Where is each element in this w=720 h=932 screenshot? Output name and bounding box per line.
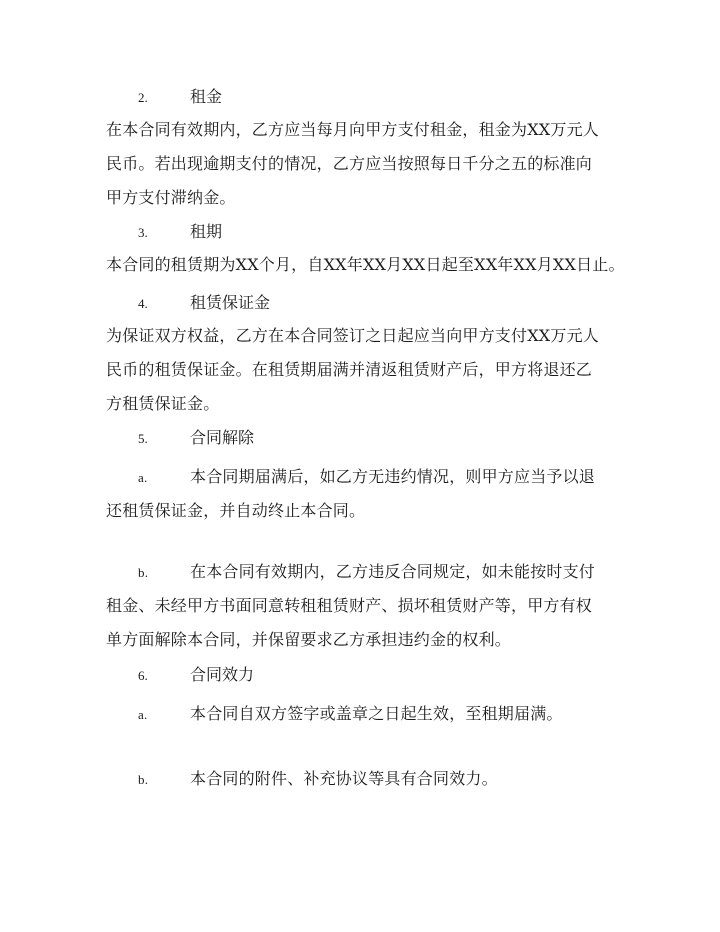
text-line: 民币的租赁保证金。在租赁期届满并清返租赁财产后，甲方将退还乙	[106, 360, 593, 379]
text-line: 方租赁保证金。	[106, 394, 220, 413]
paragraph-rent	[106, 113, 616, 215]
section-title: 租赁保证金	[190, 293, 271, 312]
text-line: 甲方支付滞纳金。	[106, 188, 236, 207]
text-line: 在本合同有效期内，乙方应当每月向甲方支付租金，租金为XX万元人	[106, 120, 599, 139]
clause-marker: a.	[138, 707, 148, 722]
paragraph-deposit	[106, 319, 616, 421]
text-line: 还租赁保证金，并自动终止本合同。	[106, 501, 366, 520]
section-heading-rent	[106, 84, 222, 110]
section-title: 合同效力	[190, 665, 255, 684]
section-number: 6.	[138, 668, 148, 683]
text-line: 租金、未经甲方书面同意转租租赁财产、损坏租赁财产等，甲方有权	[106, 596, 593, 615]
text-line: 单方面解除本合同，并保留要求乙方承担违约金的权利。	[106, 630, 512, 649]
section-title: 租期	[190, 222, 223, 241]
section-title: 租金	[190, 87, 223, 106]
text-line: 本合同的租赁期为XX个月，自XX年XX月XX日起至XX年XX月XX日止。	[106, 255, 625, 274]
section-title: 合同解除	[190, 428, 255, 447]
clause-5b	[106, 555, 616, 657]
section-number: 5.	[138, 431, 148, 446]
section-heading-deposit	[106, 290, 270, 316]
text-line: 民币。若出现逾期支付的情况，乙方应当按照每日千分之五的标准向	[106, 154, 593, 173]
clause-5a	[106, 460, 616, 528]
text-line: 在本合同有效期内，乙方违反合同规定，如未能按时支付	[190, 562, 596, 581]
section-number: 3.	[138, 225, 148, 240]
section-heading-validity	[106, 662, 254, 688]
section-number: 2.	[138, 90, 148, 105]
section-heading-termination	[106, 425, 254, 451]
text-line: 本合同期届满后，如乙方无违约情况，则甲方应当予以退	[190, 467, 596, 486]
text-line: 本合同的附件、补充协议等具有合同效力。	[190, 769, 498, 788]
paragraph-term	[106, 248, 625, 282]
section-number: 4.	[138, 296, 148, 311]
text-line: 本合同自双方签字或盖章之日起生效，至租期届满。	[190, 704, 563, 723]
section-heading-term	[106, 219, 222, 245]
clause-marker: b.	[138, 565, 149, 580]
clause-marker: b.	[138, 772, 149, 787]
clause-6b	[106, 762, 616, 796]
clause-marker: a.	[138, 470, 148, 485]
text-line: 为保证双方权益，乙方在本合同签订之日起应当向甲方支付XX万元人	[106, 326, 599, 345]
clause-6a	[106, 697, 616, 731]
